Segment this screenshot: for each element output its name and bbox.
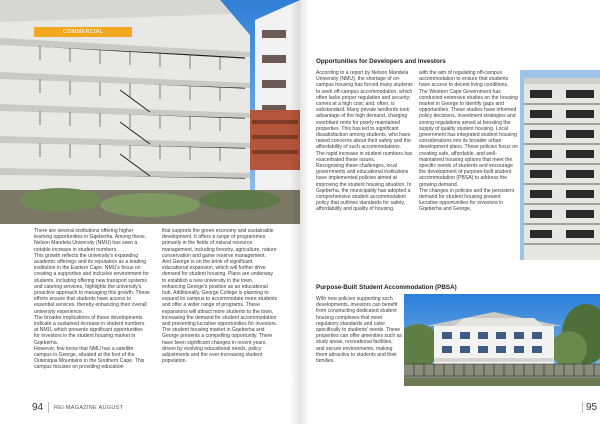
right-column-3 bbox=[316, 296, 402, 364]
paragraph: The changes in policies and the persistent demand for student housing present lucrative opportunities for investors in Gqeberha and George. bbox=[419, 187, 515, 213]
paragraph: with the aim of regulating off-campus accommodation to ensure that students have access to decent living conditions. bbox=[419, 70, 509, 89]
paragraph: The broader implications of these developments indicate a sustained increase in student numbers at NMU, which presents significant opportunities for investors in the student housing market in Gqeberha. bbox=[34, 314, 145, 346]
section-heading-pbsa: Purpose-Built Student Accommodation (PBSA) bbox=[316, 284, 457, 291]
paragraph: According to a report by Nelson Mandela University (NMU), the shortage of on-campus housing has forced many students to seek off-campus accommodation, which often lacks proper regulation and security; comes at a high cost; and, often, is substandard. Many private landlords took advantage of the high demand, charging exorbitant rents for poorly maintained properties. This has led to significant dissatisfaction among students, who have raised concerns about their safety and the affordability of such accommodations. bbox=[316, 70, 413, 151]
right-column-1 bbox=[316, 70, 416, 213]
paragraph: The Western Cape Government has conducted extensive studies on the housing market in George to identify gaps and opportunities. These studies have informed policy decisions, investment strategies and zoning regulations aimed at boosting the supply of quality student housing. Local government has integrated student housing considerations into its broader urban development plans. These policies focus on creating safe, affordable, and well-maintained housing options that meet the specific needs of students and encourage the development of purpose-built student accommodation (PBSA) to address the growing demand. bbox=[419, 88, 518, 188]
page-number: 94 bbox=[32, 402, 44, 413]
paragraph: Recognising these challenges, local governments and educational institutions have implemented policies aimed at improving the student housing situation. In Gqeberha, the municipality has adopted a comprehensive student accommodation policy that outlines standards for safety, affordability and quality of housing, bbox=[316, 163, 412, 213]
left-column-2 bbox=[162, 228, 278, 364]
right-column-2 bbox=[419, 70, 519, 213]
paragraph: The rapid increase in student numbers has exacerbated these issues. bbox=[316, 150, 413, 163]
book-gutter bbox=[290, 0, 310, 424]
apartment-tower-photo bbox=[520, 70, 600, 260]
right-page bbox=[300, 0, 600, 424]
paragraph: that supports the green economy and sustainable development. It offers a range of programmes primarily in the fields of natural resource management, including forestry, agriculture, nature conservation and game reserve management. bbox=[162, 228, 277, 259]
paragraph: There are several institutions offering higher learning opportunities in Gqeberha. Among these, Nelson Mandela University (NMU) has seen a notable increase in student numbers. bbox=[34, 228, 147, 253]
page-number: 95 bbox=[586, 402, 598, 413]
paragraph: With new policies supporting such developments, investors can benefit from constructing dedicated student housing complexes that meet regulatory standards and cater specifically to students' needs. These properties can offer amenities such as study areas, recreational facilities, and secure environments, making them attractive to students and their families. bbox=[316, 296, 402, 365]
paragraph: However, few know that NMU has a satellite campus in George, situated at the foot of the Outeniqua Mountains in the Southern Cape. This campus focuses on providing education bbox=[34, 345, 145, 371]
folio-divider bbox=[48, 402, 49, 413]
pbsa-complex-photo bbox=[404, 294, 600, 386]
left-column-1 bbox=[34, 228, 150, 371]
magazine-name: REI MAGAZINE AUGUST bbox=[54, 405, 124, 411]
paragraph: And George is on the brink of significant educational expansion, which will further drive demand for student housing. Plans are underway to establish a new university in the town, enhancing George's position as an educational hub. Additionally, George College is planning to expand its campus to accommodate more students and offer a wider range of programs. These expansions will attract more students to the town, increasing the demand for student accommodation and presenting lucrative opportunities for investors. bbox=[162, 259, 278, 328]
paragraph: The student housing market in Gqeberha and George presents a compelling opportunity. There have been significant changes in recent years, driven by evolving educational needs, policy adjustments and the ever-increasing student population. bbox=[162, 327, 273, 365]
section-tag: COMMERCIAL bbox=[34, 27, 132, 37]
section-heading-opportunities: Opportunities for Developers and Investors bbox=[316, 58, 446, 65]
paragraph: This growth reflects the university's expanding academic offerings and its reputation as a leading institution in the Eastern Cape. NMU's focus on creating a supportive and inclusive environment for students, including offering new transport systems and catering services, highlights the university's proactive approach to managing this growth. These efforts ensure that students have access to essential services, thereby enhancing their overall university experience. bbox=[34, 252, 150, 315]
folio-divider bbox=[582, 402, 583, 413]
